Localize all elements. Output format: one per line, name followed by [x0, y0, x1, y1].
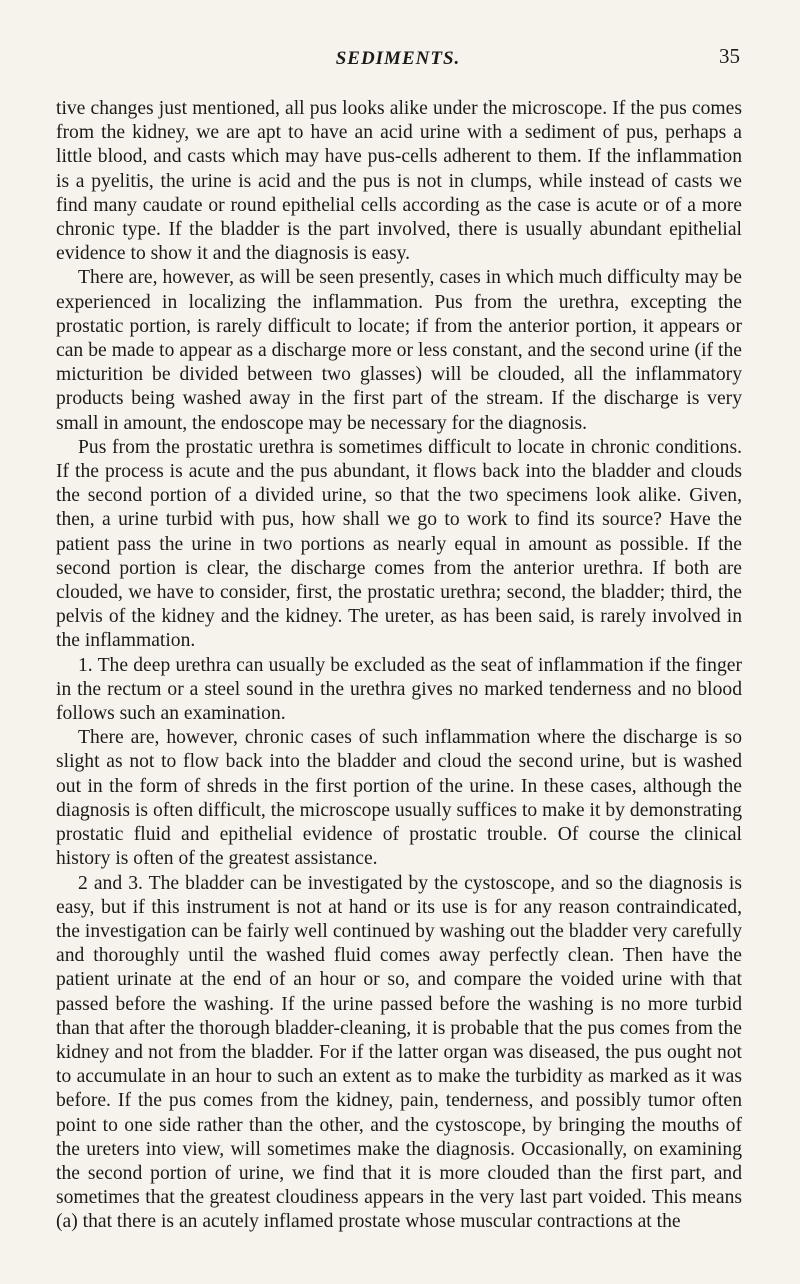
running-title: SEDIMENTS. [335, 48, 461, 69]
paragraph: tive changes just mentioned, all pus looks alike under the microscope. If the pus comes from the kidney, we are apt to have an acid urine with a sediment of pus, perhaps a little blood, and casts which may have pus-cells adherent to them. If the inflammation is a pyelitis, the urine is acid and the pus is not in clumps, while instead of casts we find many caudate or round epithelial cells according as the case is acute or of a more chronic type. If the bladder is the part involved, there is usually abundant epithelial evidence to show it and the diagnosis is easy. [56, 98, 742, 265]
body-text [56, 97, 742, 1235]
paragraph: There are, however, chronic cases of such inflammation where the discharge is so slight as not to flow back into the bladder and cloud the second urine, but is washed out in the form of shreds in the first portion of the urine. In these cases, although the diagnosis is often difficult, the microscope usually suffices to make it by demonstrating prostatic fluid and epithelial evidence of prostatic trouble. Of course the clinical history is often of the greatest assistance. [56, 727, 742, 870]
running-head [56, 44, 740, 74]
paragraph: 1. The deep urethra can usually be excluded as the seat of inflammation if the finger in the rectum or a steel sound in the urethra gives no marked tenderness and no blood follows such an examination. [56, 654, 742, 725]
paragraph: There are, however, as will be seen presently, cases in which much difficulty may be experienced in localizing the inflammation. Pus from the urethra, excepting the prostatic portion, is rarely difficult to locate; if from the anterior portion, it appears or can be made to appear as a discharge more or less constant, and the second urine (if the micturition be divided between two glasses) will be clouded, all the inflammatory products being washed away in the first part of the stream. If the discharge is very small in amount, the endoscope may be necessary for the diagnosis. [56, 267, 742, 434]
paragraph: 2 and 3. The bladder can be investigated by the cystoscope, and so the diagnosis is easy, but if this instrument is not at hand or its use is for any reason contraindicated, the investigation can be fairly well continued by washing out the bladder very carefully and thoroughly until the washed fluid comes away perfectly clean. Then have the patient urinate at the end of an hour or so, and compare the voided urine with that passed before the washing. If the urine passed before the washing is no more turbid than that after the thorough bladder-cleaning, it is probable that the pus comes from the kidney and not from the bladder. For if the latter organ was diseased, the pus ought not to accumulate in an hour to such an extent as to make the turbidity as marked as it was before. If the pus comes from the kidney, pain, tenderness, and possibly tumor often point to one side rather than the other, and the cystoscope, by bringing the mouths of the ureters into view, will sometimes make the diagnosis. Occasionally, on examining the second portion of urine, we find that it is more clouded than the first part, and sometimes that the greatest cloudiness appears in the very last part voided. This means (a) that there is an acutely inflamed prostate whose muscular contractions at the [56, 872, 742, 1233]
page-number: 35 [719, 44, 740, 68]
paragraph: Pus from the prostatic urethra is sometimes difficult to locate in chronic conditions. If the process is acute and the pus abundant, it flows back into the bladder and clouds the second portion of a divided urine, so that the two specimens look alike. Given, then, a urine turbid with pus, how shall we go to work to find its source? Have the patient pass the urine in two portions as nearly equal in amount as possible. If the second portion is clear, the discharge comes from the anterior urethra. If both are clouded, we have to consider, first, the prostatic urethra; second, the bladder; third, the pelvis of the kidney and the kidney. The ureter, as has been said, is rarely involved in the inflammation. [56, 436, 742, 652]
